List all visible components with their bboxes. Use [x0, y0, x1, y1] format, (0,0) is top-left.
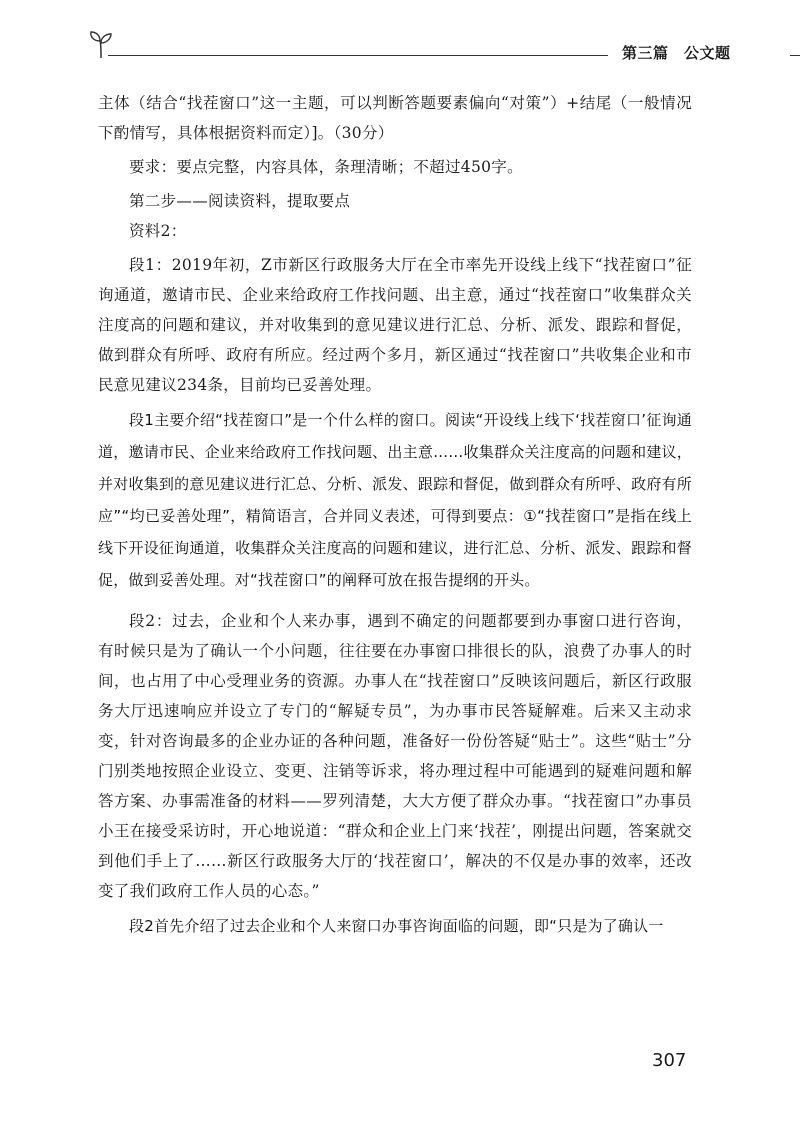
paragraph-task-structure: 主体（结合“找茬窗口”这一主题，可以判断答题要素偏向“对策”）+结尾（一般情况下酌情写，具体根据资料而定）]。（30分）: [98, 94, 692, 142]
page-header: [88, 28, 780, 68]
step-heading: 第二步——阅读资料，提取要点: [129, 192, 351, 210]
material-segment-2: 段2：过去，企业和个人来办事，遇到不确定的问题都要到办事窗口进行咨询，有时候只是为了确认一个小问题，往往要在办事窗口排很长的队，浪费了办事人的时间，也占用了中心受理业务的资源。办事人在“找茬窗口”反映该问题后，新区行政服务大厅迅速响应并设立了专门的“解疑专员”，为办事市民答疑解难。后来又主动求变，针对咨询最多的企业办证的各种问题，准备好一份份答疑“贴士”。这些“贴士”分门别类地按照企业设立、变更、注销等诉求，将办理过程中可能遇到的疑难问题和解答方案、办事需准备的材料——罗列清楚，大大方便了群众办事。“找茬窗口”办事员小王在接受采访时，开心地说道：“群众和企业上门来‘找茬’，刚提出问题，答案就交到他们手上了……新区行政服务大厅的‘找茬窗口’，解决的不仅是办事的效率，还改变了我们政府工作人员的心态。”: [98, 612, 692, 900]
analysis-segment-2: 段2首先介绍了过去企业和个人来窗口办事咨询面临的问题，即“只是为了确认一: [129, 917, 664, 935]
paragraph-requirements: 要求：要点完整，内容具体，条理清晰；不超过450字。: [129, 158, 523, 176]
section-title: 第三篇 公文题: [622, 44, 731, 62]
page-body: [98, 88, 692, 942]
header-rule-right: [790, 55, 800, 56]
header-rule-left: [108, 55, 608, 56]
page-number: 307: [652, 1050, 687, 1071]
material-segment-1: 段1：2019年初，Z市新区行政服务大厅在全市率先开设线上线下“找茬窗口”征询通道，邀请市民、企业来给政府工作找问题、出主意，通过“找茬窗口”收集群众关注度高的问题和建议，并对收集到的意见建议进行汇总、分析、派发、跟踪和督促，做到群众有所呼、政府有所应。经过两个多月，新区通过“找茬窗口”共收集企业和市民意见建议234条，目前均已妥善处理。: [98, 256, 692, 394]
analysis-segment-1: 段1主要介绍“找茬窗口”是一个什么样的窗口。阅读“开设线上线下‘找茬窗口’征询通道，邀请市民、企业来给政府工作找问题、出主意……收集群众关注度高的问题和建议，并对收集到的意见建议进行汇总、分析、派发、跟踪和督促，做到群众有所呼、政府有所应”“均已妥善处理”，精简语言，合并同义表述，可得到要点：①“找茬窗口”是指在线上线下开设征询通道，收集群众关注度高的问题和建议，进行汇总、分析、派发、跟踪和督促，做到妥善处理。对“找茬窗口”的阐释可放在报告提纲的开头。: [98, 411, 692, 589]
material-label: 资料2：: [129, 222, 187, 240]
